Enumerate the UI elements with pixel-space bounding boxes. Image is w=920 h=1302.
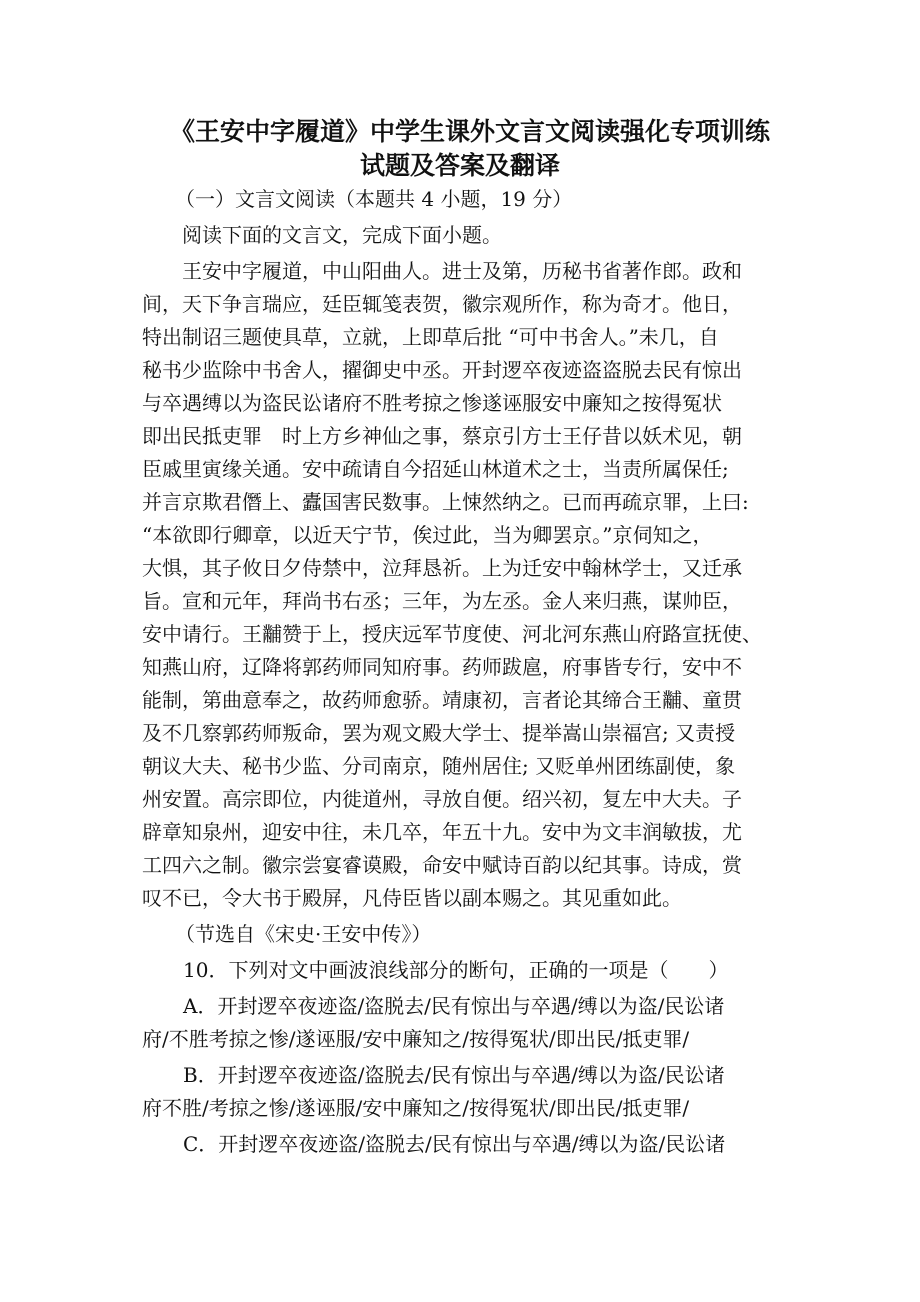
passage-line: 即出民抵吏罪 时上方乡神仙之事，蔡京引方士王仔昔以妖术见，朝: [142, 424, 742, 448]
option-b-line-1: B．开封逻卒夜迹盗/盗脱去/民有惊出与卒遇/缚以为盗/民讼诸: [183, 1063, 725, 1087]
option-b-line-2: 府不胜/考掠之惨/遂诬服/安中廉知之/按得冤状/即出民/抵吏罪/: [142, 1096, 690, 1120]
passage-line: 朝议大夫、秘书少监、分司南京，随州居住; 又贬单州团练副使，象: [142, 754, 736, 778]
document-title-line-1: 《王安中字履道》中学生课外文言文阅读强化专项训练: [169, 117, 770, 146]
passage-line: 间，天下争言瑞应，廷臣辄笺表贺，徽宗观所作，称为奇才。他日，: [142, 292, 742, 316]
passage-line: 与卒遇缚以为盗民讼诸府不胜考掠之惨遂诬服安中廉知之按得冤状: [142, 391, 722, 415]
option-a-line-2: 府/不胜考掠之惨/遂诬服/安中廉知之/按得冤状/即出民/抵吏罪/: [142, 1027, 690, 1051]
passage-line: 叹不已，令大书于殿屏，凡侍臣皆以副本赐之。其见重如此。: [142, 886, 682, 910]
passage-line: 及不几察郭药师叛命，罢为观文殿大学士、提举嵩山崇福宫; 又责授: [142, 721, 736, 745]
passage-line: 特出制诏三题使具草，立就，上即草后批 “可中书舍人。”未几，自: [142, 325, 719, 349]
passage-line: 旨。宣和元年，拜尚书右丞；三年，为左丞。金人来归燕，谋帅臣，: [142, 589, 742, 613]
passage-line: 王安中字履道，中山阳曲人。进士及第，历秘书省著作郎。政和: [182, 259, 742, 283]
passage-line: 辟章知泉州，迎安中往，未几卒，年五十九。安中为文丰润敏拔，尤: [142, 820, 742, 844]
passage-line: 大惧，其子攸日夕侍禁中，泣拜恳祈。上为迁安中翰林学士，又迁承: [142, 556, 742, 580]
reading-instruction: 阅读下面的文言文，完成下面小题。: [182, 223, 502, 247]
option-c-line-1: C．开封逻卒夜迹盗/盗脱去/民有惊出与卒遇/缚以为盗/民讼诸: [183, 1132, 726, 1156]
passage-line: 州安置。高宗即位，内徙道州，寻放自便。绍兴初，复左中大夫。子: [142, 787, 742, 811]
passage-line: 能制，第曲意奉之，故药师愈骄。靖康初，言者论其缔合王黼、童贯: [142, 688, 742, 712]
passage-source: （节选自《宋史·王安中传》）: [175, 922, 432, 946]
section-heading: （一）文言文阅读（本题共 4 小题，19 分）: [175, 187, 573, 211]
passage-line: 并言京欺君僭上、蠹国害民数事。上悚然纳之。已而再疏京罪，上曰:: [142, 490, 749, 514]
passage-line: 臣戚里寅缘关通。安中疏请自今招延山林道术之士，当责所属保任;: [142, 457, 729, 481]
option-a-line-1: A．开封逻卒夜迹盗/盗脱去/民有惊出与卒遇/缚以为盗/民讼诸: [183, 994, 725, 1018]
document-title-line-2: 试题及答案及翻译: [359, 151, 560, 180]
question-stem: 10．下列对文中画波浪线部分的断句，正确的一项是（ ）: [183, 958, 729, 982]
passage-line: “本欲即行卿章，以近天宁节，俟过此，当为卿罢京。”京伺知之，: [142, 523, 713, 547]
passage-line: 秘书少监除中书舍人，擢御史中丞。开封逻卒夜迹盗盗脱去民有惊出: [142, 358, 742, 382]
passage-line: 知燕山府，辽降将郭药师同知府事。药师跋扈，府事皆专行，安中不: [142, 655, 742, 679]
passage-line: 工四六之制。徽宗尝宴睿谟殿，命安中赋诗百韵以纪其事。诗成，赏: [142, 853, 742, 877]
passage-line: 安中请行。王黼赞于上，授庆远军节度使、河北河东燕山府路宣抚使、: [142, 622, 762, 646]
